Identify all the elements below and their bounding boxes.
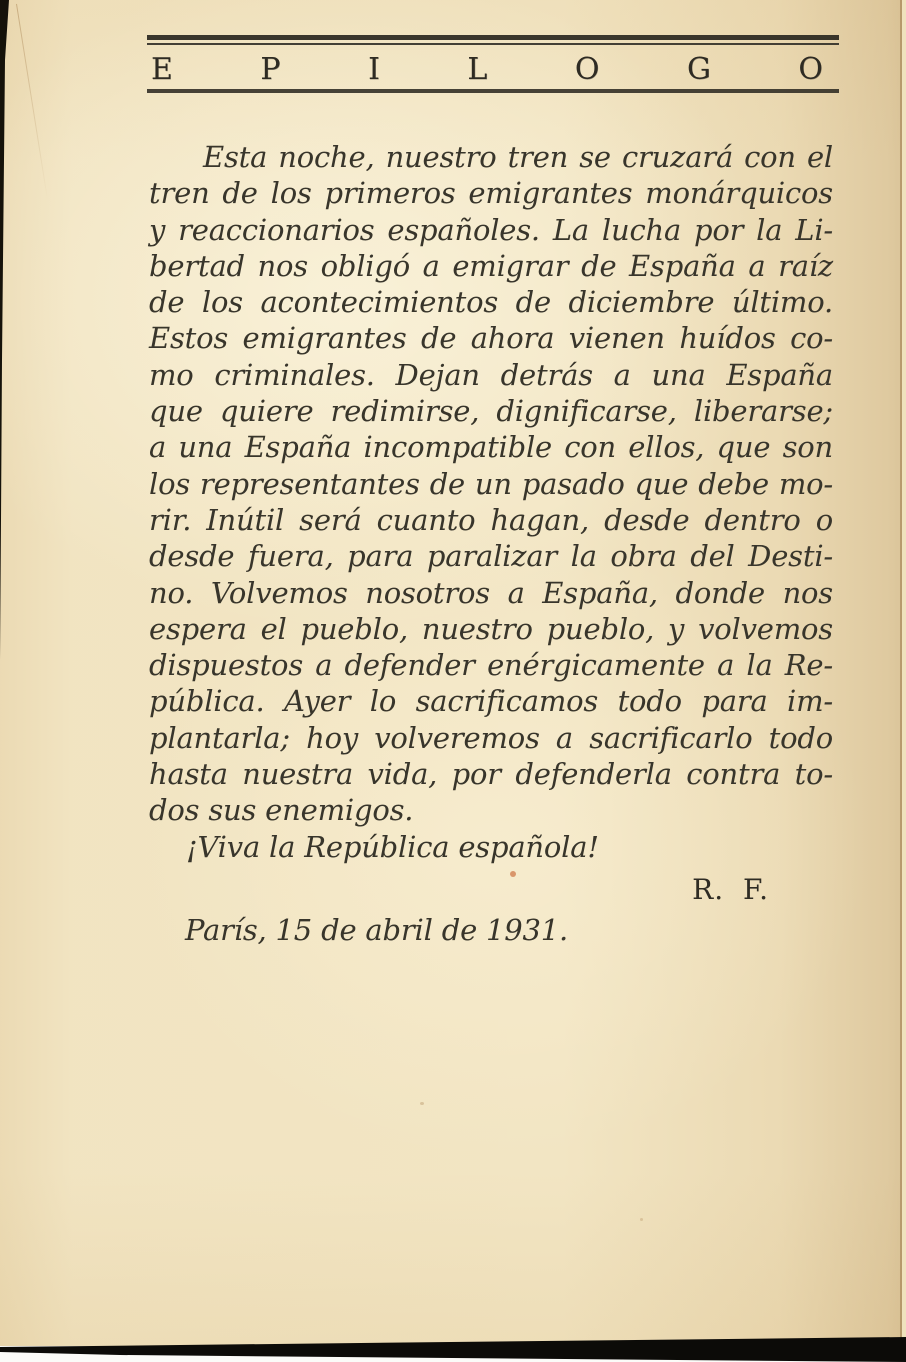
text-line: que quiere redimirse, dignificarse, liberarse; <box>149 394 833 429</box>
header-rule-bottom <box>147 89 839 93</box>
signature-initials: R. F. <box>692 872 769 906</box>
viva-paragraph: ¡Viva la República española! <box>186 829 599 864</box>
text-line: dispuestos a defender enérgicamente a la Re- <box>149 648 833 683</box>
text-line: rir. Inútil será cuanto hagan, desde dentro o <box>149 502 833 537</box>
page-edge-line <box>900 0 902 1362</box>
text-line: hasta nuestra vida, por defenderla contra to- <box>149 757 833 792</box>
text-line: mo criminales. Dejan detrás a una España <box>149 357 833 392</box>
text-line: bertad nos obligó a emigrar de España a raíz <box>149 248 833 283</box>
text-line: a una España incompatible con ellos, que son <box>149 430 833 465</box>
text-line: espera el pueblo, nuestro pueblo, y volvemos <box>149 611 833 646</box>
text-line: Estos emigrantes de ahora vienen huídos co- <box>149 321 833 356</box>
page-edge-paper <box>902 0 906 1362</box>
text-line: los representantes de un pasado que debe mo- <box>149 466 833 501</box>
text-line: de los acontecimientos de diciembre último. <box>149 285 833 320</box>
text-line: no. Volvemos nosotros a España, donde nos <box>149 575 833 610</box>
text-column <box>149 139 833 948</box>
paper-crease <box>16 4 48 202</box>
text-line: y reaccionarios españoles. La lucha por la Li- <box>149 212 833 247</box>
text-line: plantarla; hoy volveremos a sacrificarlo todo <box>149 720 833 755</box>
page-title: E P I L O G O <box>151 52 823 87</box>
paper-speck <box>510 871 516 877</box>
paper-speck <box>420 1102 424 1105</box>
body-paragraph <box>149 139 833 829</box>
text-line: pública. Ayer lo sacrificamos todo para im- <box>149 684 833 719</box>
header-rule-top <box>147 35 839 45</box>
dateline: París, 15 de abril de 1931. <box>185 912 569 947</box>
text-line: tren de los primeros emigrantes monárquicos <box>149 176 833 211</box>
scanner-bottom-edge <box>0 1336 906 1362</box>
paper-speck <box>640 1218 643 1221</box>
gutter-shadow-edge <box>0 0 14 680</box>
text-line: desde fuera, para paralizar la obra del Desti- <box>149 539 833 574</box>
text-line: dos sus enemigos. <box>149 793 414 828</box>
text-line: Esta noche, nuestro tren se cruzará con el <box>203 140 833 174</box>
